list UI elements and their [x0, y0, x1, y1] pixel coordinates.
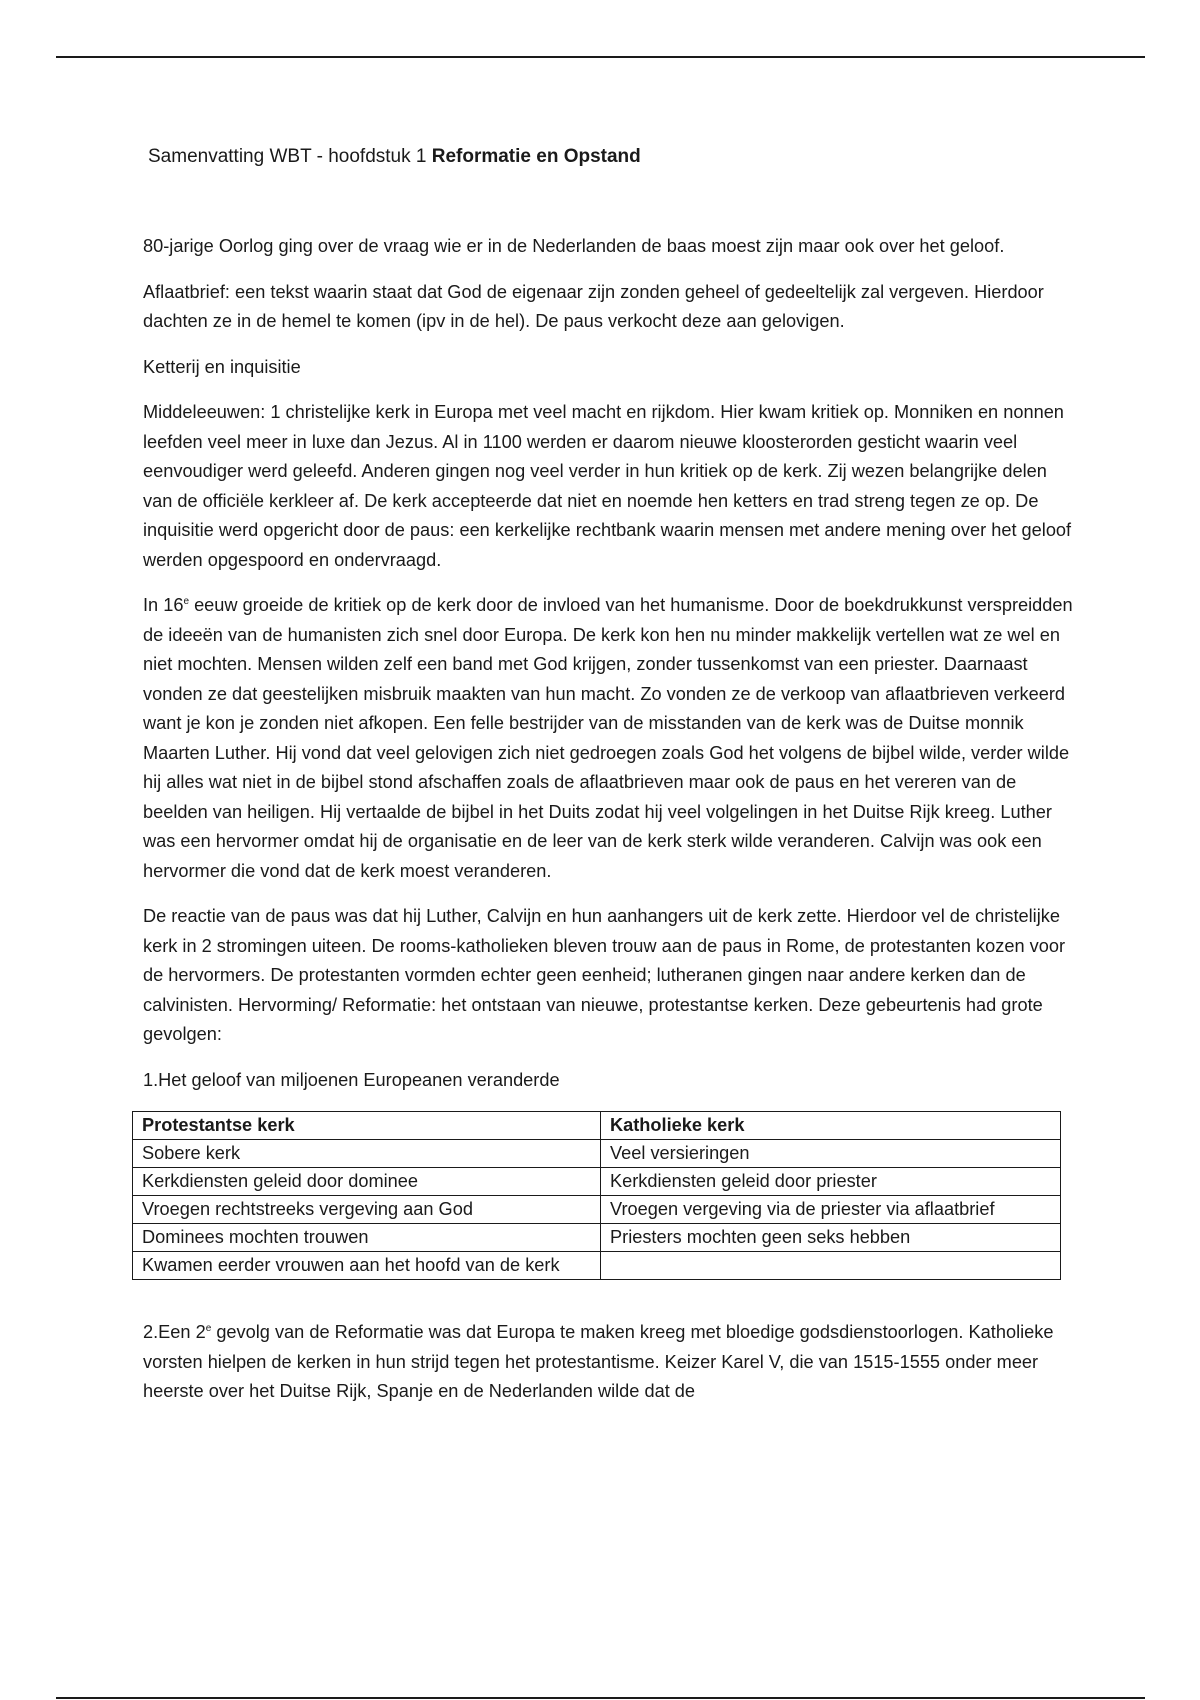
table-row — [133, 1168, 1061, 1196]
document-body — [143, 232, 1073, 1423]
list-item-1: 1.Het geloof van miljoenen Europeanen veranderde — [143, 1069, 560, 1090]
table-header-katholiek: Katholieke kerk — [601, 1112, 1061, 1140]
table-cell: Sobere kerk — [133, 1140, 601, 1168]
table-cell: Priesters mochten geen seks hebben — [601, 1224, 1061, 1252]
paragraph-16e-eeuw: In 16e eeuw groeide de kritiek op de kerk door de invloed van het humanisme. Door de boekdrukkunst verspreidden de ideeën van de humanisten zich snel door Europa. De kerk kon hen nu minder makkelijk vertellen wat ze wel en niet mochten. Mensen wilden zelf een band met God krijgen, zonder tussenkomst van een priester. Daarnaast vonden ze dat geestelijken misbruik maakten van hun macht. Zo vonden ze de verkoop van aflaatbrieven verkeerd want je kon je zonden niet afkopen. Een felle bestrijder van de misstanden van de kerk was de Duitse monnik Maarten Luther. Hij vond dat veel gelovigen zich niet gedroegen zoals God het volgens de bijbel wilde, verder wilde hij alles wat niet in de bijbel stond afschaffen zoals de aflaatbrieven maar ook de paus en het vereren van de beelden van heiligen. Hij vertaalde de bijbel in het Duits zodat hij veel volgelingen in het Duitse Rijk kreeg. Luther was een hervormer omdat hij de organisatie en de leer van de kerk sterk wilde veranderen. Calvijn was ook een hervormer die vond dat de kerk moest veranderen. — [143, 595, 1073, 881]
title-prefix: Samenvatting WBT - hoofdstuk 1 — [148, 146, 432, 167]
table-row — [133, 1196, 1061, 1224]
title-bold: Reformatie en Opstand — [431, 146, 641, 167]
comparison-table — [132, 1111, 1061, 1280]
bottom-rule — [56, 1697, 1145, 1699]
table-cell: Kerkdiensten geleid door dominee — [133, 1168, 601, 1196]
table-cell: Vroegen rechtstreeks vergeving aan God — [133, 1196, 601, 1224]
table-header-row — [133, 1112, 1061, 1140]
paragraph-middeleeuwen: Middeleeuwen: 1 christelijke kerk in Europa met veel macht en rijkdom. Hier kwam kritiek op. Monniken en nonnen leefden veel meer in luxe dan Jezus. Al in 1100 werden er daarom nieuwe kloosterorden gesticht waarin veel eenvoudiger werd geleefd. Anderen gingen nog veel verder in hun kritiek op de kerk. Zij wezen belangrijke delen van de officiële kerkleer af. De kerk accepteerde dat niet en noemde hen ketters en trad streng tegen ze op. De inquisitie werd opgericht door de paus: een kerkelijke rechtbank waarin mensen met andere mening over het geloof werden opgespoord en ondervraagd. — [143, 402, 1072, 570]
table-cell: Kwamen eerder vrouwen aan het hoofd van de kerk — [133, 1252, 601, 1280]
paragraph-aflaatbrief: Aflaatbrief: een tekst waarin staat dat God de eigenaar zijn zonden geheel of gedeeltelijk zal vergeven. Hierdoor dachten ze in de hemel te komen (ipv in de hel). De paus verkocht deze aan gelovigen. — [143, 281, 1044, 331]
top-rule — [56, 56, 1145, 58]
table-header-protestant: Protestantse kerk — [133, 1112, 601, 1140]
section-heading-ketterij: Ketterij en inquisitie — [143, 356, 301, 377]
paragraph-gevolg-2: 2.Een 2e gevolg van de Reformatie was dat Europa te maken kreeg met bloedige godsdienstoorlogen. Katholieke vorsten hielpen de kerken in hun strijd tegen het protestantisme. Keizer Karel V, die van 1515-1555 onder meer heerste over het Duitse Rijk, Spanje en de Nederlanden wilde dat de — [143, 1322, 1054, 1401]
table-cell: Kerkdiensten geleid door priester — [601, 1168, 1061, 1196]
document-title — [148, 145, 641, 169]
table-cell — [601, 1252, 1061, 1280]
table-row — [133, 1252, 1061, 1280]
table-cell: Vroegen vergeving via de priester via aflaatbrief — [601, 1196, 1061, 1224]
paragraph-intro: 80-jarige Oorlog ging over de vraag wie er in de Nederlanden de baas moest zijn maar ook over het geloof. — [143, 236, 1005, 256]
table-cell: Veel versieringen — [601, 1140, 1061, 1168]
table-cell: Dominees mochten trouwen — [133, 1224, 601, 1252]
table-row — [133, 1140, 1061, 1168]
table-row — [133, 1224, 1061, 1252]
paragraph-reactie: De reactie van de paus was dat hij Luther, Calvijn en hun aanhangers uit de kerk zette. Hierdoor vel de christelijke kerk in 2 stromingen uiteen. De rooms-katholieken bleven trouw aan de paus in Rome, de protestanten kozen voor de hervormers. De protestanten vormden echter geen eenheid; lutheranen gingen naar andere kerken dan de calvinisten. Hervorming/ Reformatie: het ontstaan van nieuwe, protestantse kerken. Deze gebeurtenis had grote gevolgen: — [143, 906, 1066, 1044]
